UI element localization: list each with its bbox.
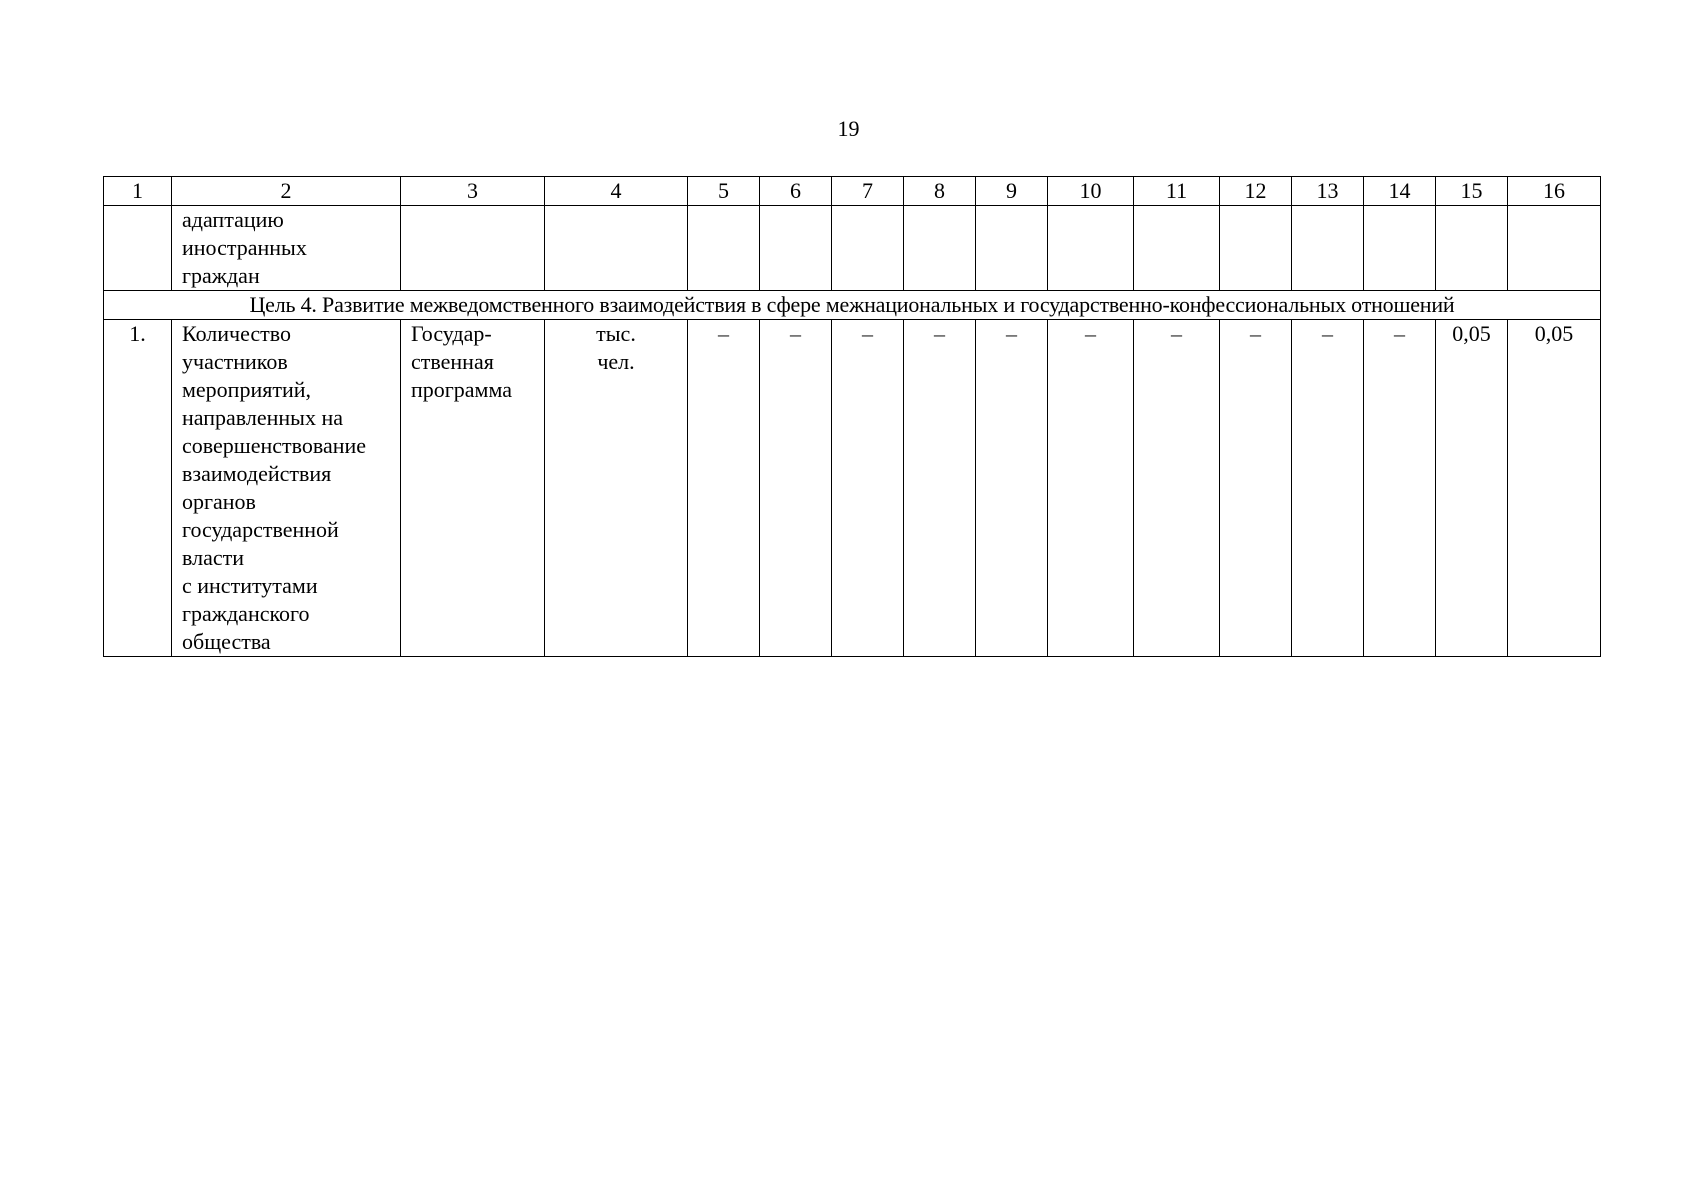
table-cell	[760, 206, 832, 291]
column-number-12: 12	[1220, 177, 1292, 206]
column-number-7: 7	[832, 177, 904, 206]
goal-heading: Цель 4. Развитие межведомственного взаимодействия в сфере межнациональных и государственно-конфессиональных отношений	[104, 291, 1601, 320]
text-line: совершенствование	[182, 433, 367, 458]
table-cell	[1436, 206, 1508, 291]
column-number-1: 1	[104, 177, 172, 206]
column-number-6: 6	[760, 177, 832, 206]
table-row	[104, 320, 1601, 657]
value-cell: –	[688, 320, 760, 657]
value-cell: –	[1220, 320, 1292, 657]
text-line: тыс.	[596, 321, 636, 346]
indicator-name	[172, 320, 401, 657]
column-number-9: 9	[976, 177, 1048, 206]
text-line: программа	[411, 377, 513, 402]
value-cell: –	[760, 320, 832, 657]
text-line: иностранных	[182, 235, 307, 260]
page-number: 19	[837, 116, 860, 141]
table-cell	[688, 206, 760, 291]
column-number-16: 16	[1508, 177, 1601, 206]
column-number-14: 14	[1364, 177, 1436, 206]
indicators-table	[103, 176, 1601, 657]
value-cell: –	[832, 320, 904, 657]
text-line: чел.	[597, 349, 635, 374]
table-cell	[401, 206, 545, 291]
text-line: с институтами	[182, 573, 318, 598]
text-line: власти	[182, 545, 244, 570]
table-cell	[1292, 206, 1364, 291]
table-cell	[1220, 206, 1292, 291]
continuation-row	[104, 206, 1601, 291]
text-line: граждан	[182, 263, 260, 288]
column-number-11: 11	[1134, 177, 1220, 206]
table-cell	[1048, 206, 1134, 291]
table-cell	[1134, 206, 1220, 291]
text-line: Количество	[182, 321, 292, 346]
table-cell	[104, 206, 172, 291]
value-cell: 0,05	[1508, 320, 1601, 657]
table-cell	[545, 206, 688, 291]
text-line: мероприятий,	[182, 377, 312, 402]
value-cell: –	[976, 320, 1048, 657]
indicator-unit	[545, 320, 688, 657]
text-line: государственной	[182, 517, 339, 542]
value-cell: –	[1048, 320, 1134, 657]
text-line: органов	[182, 489, 256, 514]
text-line: гражданского	[182, 601, 310, 626]
table-cell	[976, 206, 1048, 291]
indicator-source	[401, 320, 545, 657]
column-number-8: 8	[904, 177, 976, 206]
text-line: направленных на	[182, 405, 343, 430]
value-cell: –	[1134, 320, 1220, 657]
value-cell: –	[1364, 320, 1436, 657]
text-line: Государ-	[411, 321, 492, 346]
table-cell	[832, 206, 904, 291]
text-line: взаимодействия	[182, 461, 332, 486]
column-number-2: 2	[172, 177, 401, 206]
value-cell: –	[1292, 320, 1364, 657]
column-number-row	[104, 177, 1601, 206]
text-line: ственная	[411, 349, 494, 374]
text-line: общества	[182, 629, 271, 654]
table-cell	[1364, 206, 1436, 291]
row-number: 1.	[104, 320, 172, 657]
column-number-5: 5	[688, 177, 760, 206]
table-cell	[1508, 206, 1601, 291]
value-cell: 0,05	[1436, 320, 1508, 657]
text-line: участников	[182, 349, 288, 374]
value-cell: –	[904, 320, 976, 657]
column-number-13: 13	[1292, 177, 1364, 206]
indicator-name-continuation	[172, 206, 401, 291]
table-cell	[904, 206, 976, 291]
column-number-3: 3	[401, 177, 545, 206]
goal-row	[104, 291, 1601, 320]
column-number-10: 10	[1048, 177, 1134, 206]
column-number-15: 15	[1436, 177, 1508, 206]
column-number-4: 4	[545, 177, 688, 206]
text-line: адаптацию	[182, 207, 284, 232]
